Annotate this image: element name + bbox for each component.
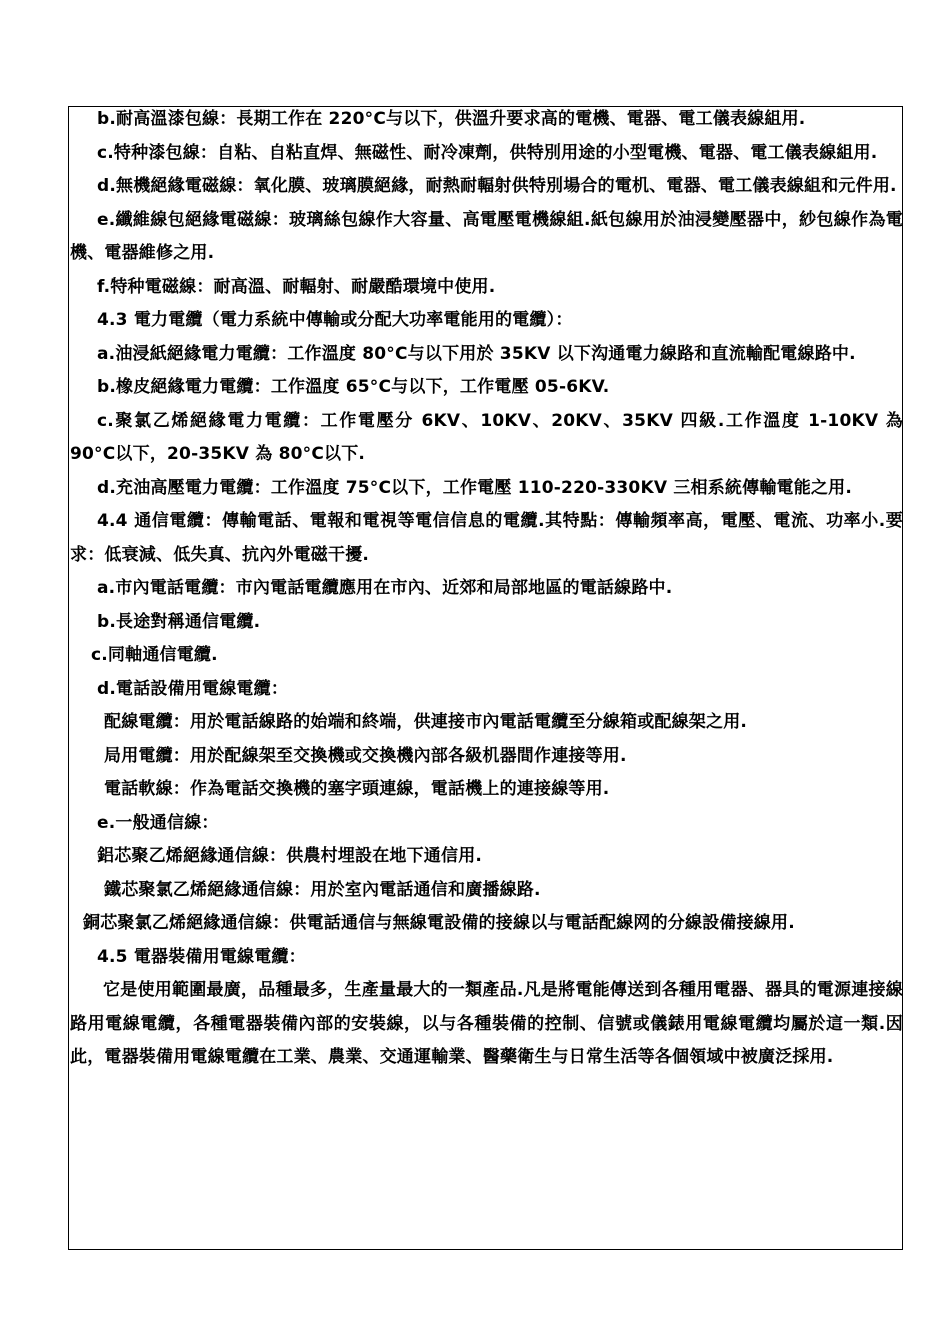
paragraph-local-telephone-cable: a.市內電話電纜：市內電話電纜應用在市內、近郊和局部地區的電話線路中.: [97, 578, 673, 598]
paragraph-general-communication-wire: e.一般通信線：: [97, 812, 219, 833]
paragraph-iron-pvc-wire: 鐵芯聚氯乙烯絕緣通信線：用於室內電話通信和廣播線路.: [104, 879, 541, 900]
paragraph-long-distance-symmetric-cable: b.長途對稱通信電纜.: [97, 611, 261, 632]
paragraph-fiber-wrapped-magnet-wire: e.纖維線包絕緣電磁線：玻璃絲包線作大容量、高電壓電機線組.紙包線用於油浸變壓器中，紗包線作為電機、電器維修之用.: [70, 209, 903, 263]
paragraph-special-magnet-wire: f.特种電磁線：耐高溫、耐輻射、耐嚴酷環境中使用.: [97, 276, 496, 297]
section-heading-power-cable: 4.3 電力電纜（電力系統中傳輸或分配大功率電能用的電纜）：: [97, 310, 573, 330]
section-heading-equipment-cable: 4.5 電器裝備用電線電纜：: [97, 946, 306, 967]
paragraph-heat-resistant-enameled-wire: b.耐高溫漆包線：長期工作在 220°C与以下，供溫升要求高的電機、電器、電工儀表線組用.: [97, 109, 806, 129]
paragraph-inorganic-insulated-magnet-wire: d.無機絕緣電磁線：氧化膜、玻璃膜絕緣，耐熱耐輻射供特別場合的電机、電器、電工儀表線組和元件用.: [97, 176, 897, 196]
paragraph-aluminum-pe-wire: 鋁芯聚乙烯絕緣通信線：供農村埋設在地下通信用.: [97, 846, 483, 866]
paragraph-telephone-equipment-cable: d.電話設備用電線電纜：: [97, 678, 289, 699]
paragraph-equipment-cable-description: 它是使用範圍最廣，品種最多，生產量最大的一類產品.凡是將電能傳送到各種用電器、器具的電源連接線路用電線電纜，各種電器裝備內部的安裝線，以与各種裝備的控制、信號或儀錶用電線電纜均屬於這一類.因此，電器裝備用電線電纜在工業、農業、交通運輸業、醫藥衛生与日常生活等各個領域中被廣泛採用.: [70, 980, 903, 1067]
section-heading-communication-cable: 4.4 通信電纜：傳輸電話、電報和電視等電信信息的電纜.其特點：傳輸頻率高，電壓、電流、功率小.要求：低衰減、低失真、抗內外電磁干擾.: [70, 511, 903, 565]
paragraph-pvc-power-cable: c.聚氯乙烯絕緣電力電纜：工作電壓分 6KV、10KV、20KV、35KV 四級.工作溫度 1-10KV 為 90°C以下，20-35KV 為 80°C以下.: [70, 410, 903, 464]
paragraph-special-enameled-wire: c.特种漆包線：自粘、自粘直焊、無磁性、耐冷凍劑，供特別用途的小型電機、電器、電工儀表線組用.: [97, 142, 878, 163]
paragraph-rubber-power-cable: b.橡皮絕緣電力電纜：工作溫度 65°C与以下，工作電壓 05-6KV.: [97, 377, 610, 397]
paragraph-coaxial-cable: c.同軸通信電纜.: [91, 645, 218, 665]
paragraph-oil-filled-power-cable: d.充油高壓電力電纜：工作溫度 75°C以下，工作電壓 110-220-330KV 三相系統傳輸電能之用.: [97, 477, 852, 498]
paragraph-oil-paper-power-cable: a.油浸紙絕緣電力電纜：工作溫度 80°C与以下用於 35KV 以下沟通電力線路和直流輸配電線路中.: [97, 343, 856, 364]
paragraph-office-cable: 局用電纜：用於配線架至交換機或交換機內部各級机器間作連接等用.: [104, 745, 627, 766]
paragraph-copper-pvc-wire: 銅芯聚氯乙烯絕緣通信線：供電話通信与無線電設備的接線以与電話配線网的分線設備接線用.: [83, 913, 795, 933]
document-body: [70, 103, 903, 1075]
paragraph-telephone-cord: 電話軟線：作為電話交換機的塞字頭連線，電話機上的連接線等用.: [104, 779, 610, 799]
paragraph-distribution-cable: 配線電纜：用於電話線路的始端和終端，供連接市內電話電纜至分線箱或配線架之用.: [104, 712, 748, 732]
